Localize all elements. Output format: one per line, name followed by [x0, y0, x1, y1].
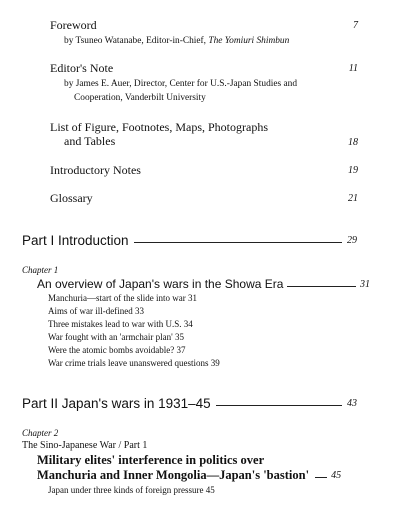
list-of-figures-title-1: List of Figure, Footnotes, Maps, Photographs [50, 120, 268, 134]
editors-note-page: 11 [348, 63, 358, 74]
foreword-page: 7 [353, 20, 358, 31]
part2-page: 43 [347, 398, 357, 409]
introductory-notes-title: Introductory Notes [50, 163, 141, 177]
chapter2-title-line2: Manchuria and Inner Mongolia—Japan's 'bastion' [37, 468, 310, 482]
list-item: War crime trials leave unanswered questions 39 [48, 358, 220, 368]
chapter2-subtitle: The Sino-Japanese War / Part 1 [22, 440, 148, 451]
part2-leader-rule [216, 405, 342, 406]
editors-note-byline-2: Cooperation, Vanderbilt University [74, 93, 206, 103]
chapter1-leader-rule [287, 286, 356, 287]
list-item: Were the atomic bombs avoidable? 37 [48, 345, 186, 355]
chapter2-title-line1: Military elites' interference in politics over [37, 453, 265, 467]
chapter2-label: Chapter 2 [22, 428, 59, 438]
introductory-notes-page: 19 [348, 165, 358, 176]
list-item: Three mistakes lead to war with U.S. 34 [48, 319, 193, 329]
list-item: Aims of war ill-defined 33 [48, 306, 144, 316]
chapter1-label: Chapter 1 [22, 265, 59, 275]
list-of-figures-page: 18 [348, 137, 358, 148]
list-of-figures-title-2: and Tables [64, 134, 116, 148]
foreword-title: Foreword [50, 18, 97, 32]
chapter2-heading [37, 468, 380, 483]
list-item: Manchuria—start of the slide into war 31 [48, 293, 197, 303]
editors-note-title: Editor's Note [50, 61, 114, 75]
glossary-title: Glossary [50, 191, 93, 205]
list-item: War fought with an 'armchair plan' 35 [48, 332, 184, 342]
chapter2-page: 45 [331, 470, 342, 481]
part1-label: Part I Introduction [22, 233, 129, 248]
chapter1-heading [37, 277, 370, 291]
list-item: Japan under three kinds of foreign pressure 45 [48, 485, 215, 495]
chapter1-title: An overview of Japan's wars in the Showa Era [37, 277, 284, 291]
glossary-page: 21 [348, 193, 358, 204]
part1-page: 29 [347, 235, 357, 246]
chapter2-leader-rule [315, 477, 327, 478]
foreword-byline: by Tsuneo Watanabe, Editor-in-Chief, The Yomiuri Shimbun [64, 36, 290, 46]
part1-heading [22, 233, 357, 248]
part1-leader-rule [134, 242, 342, 243]
editors-note-byline-1: by James E. Auer, Director, Center for U.S.-Japan Studies and [64, 79, 298, 89]
chapter1-page: 31 [360, 278, 370, 290]
part2-label: Part II Japan's wars in 1931–45 [22, 396, 211, 411]
part2-heading [22, 396, 357, 411]
